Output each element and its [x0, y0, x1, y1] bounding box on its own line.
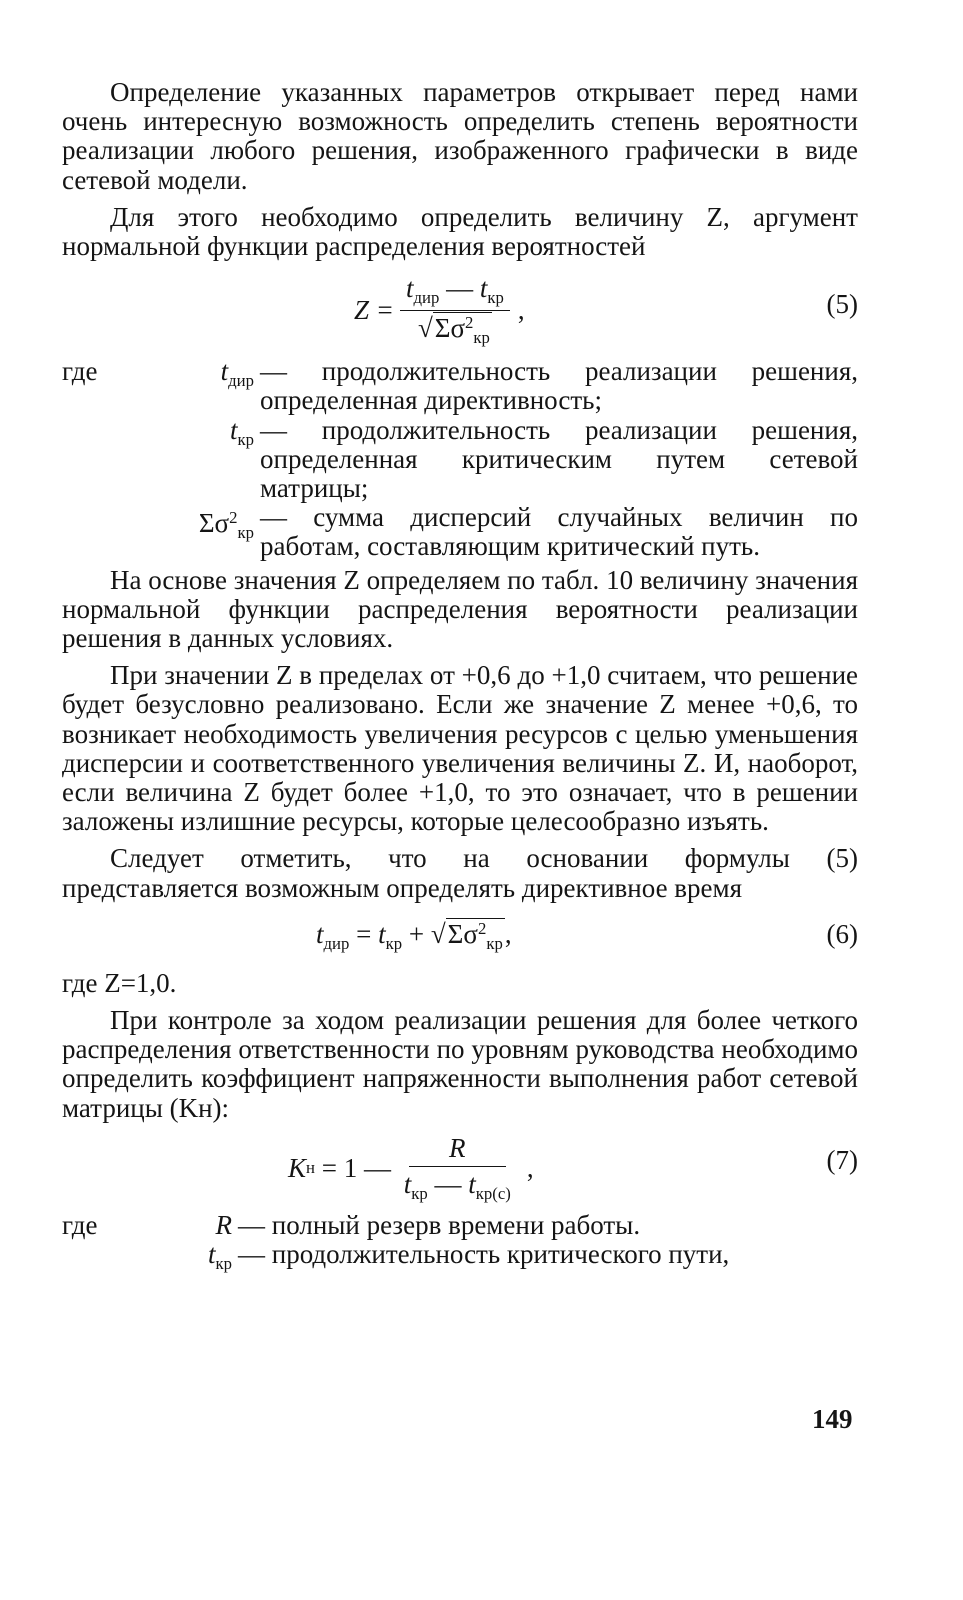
eq7-sub: кр: [411, 1183, 428, 1203]
definition-symbol: $t_{кр}$: [207, 1239, 232, 1273]
eq7-sub: н: [306, 1158, 315, 1178]
eq5-fraction: [400, 273, 510, 348]
eq5-t: t: [479, 273, 488, 304]
eq7-mid: = 1 —: [314, 1152, 398, 1183]
eq5-sub: кр: [473, 328, 490, 348]
eq6-sub: кр: [385, 933, 403, 953]
eq5-sqrt: $√\Sigma\sigma^2_{кр}$: [417, 313, 490, 348]
equation-number: (7): [826, 1144, 858, 1175]
equation-6: [62, 903, 858, 969]
eq5-sup: 2: [465, 313, 474, 333]
eq7-op: —: [427, 1168, 469, 1199]
definition-text: — продолжительность реализации решения, определенная критическим путем сетевой матрицы;: [260, 414, 858, 504]
eq5-lhs: Z =: [354, 295, 394, 326]
definition-row: [62, 1211, 858, 1240]
page-content: [62, 78, 858, 1278]
page-number: 149: [812, 1404, 853, 1434]
eq6-sub: кр: [486, 933, 503, 953]
eq6-comma: ,: [504, 919, 512, 950]
eq7-fraction: [398, 1133, 517, 1204]
definition-symbol: $t_{кр}$: [229, 414, 254, 449]
paragraph: Для этого необходимо определить величину Z, аргумент нормальной функции распределения вероятностей: [62, 201, 858, 262]
eq6-t: t: [316, 919, 324, 950]
paragraph: При значении Z в пределах от +0,6 до +1,0 считаем, что решение будет безусловно реализовано. Если же значение Z менее +0,6, то возникает необходимость увеличения ресурсов с целью уменьшения дисперсии и соответственного увеличения величины Z. И, наоборот, если величина Z будет более +1,0, то это означает, что в решении заложены излишние ресурсы, которые целесообразно изъять.: [62, 660, 858, 837]
eq6-sqrt: $√\Sigma\sigma^2_{кр}$: [430, 918, 503, 953]
definition-text: — сумма дисперсий случайных величин по работам, составляющим критический путь.: [260, 502, 858, 562]
paragraph: На основе значения Z определяем по табл. 10 величину значения нормальной функции распределения вероятности реализации решения в данных условиях.: [62, 564, 858, 654]
definition-row: [62, 503, 858, 561]
eq5-op: —: [439, 273, 480, 304]
eq6-sub: дир: [323, 933, 350, 953]
definition-row: [62, 357, 858, 415]
eq6-plus: +: [402, 919, 431, 950]
eq6-t: t: [378, 919, 386, 950]
equation-number: (5): [826, 289, 858, 320]
definition-row: [62, 416, 858, 504]
definition-symbol: R: [215, 1209, 232, 1240]
equation-number: (6): [826, 918, 858, 949]
definition-symbol: $\Sigma\sigma^2_{кр}$: [198, 508, 254, 543]
eq7-k: K: [288, 1152, 307, 1183]
eq5-sub: дир: [413, 288, 440, 308]
eq6-sup: 2: [477, 918, 487, 938]
eq7-t: t: [403, 1168, 412, 1199]
definition-text: — продолжительность критического пути,: [238, 1239, 730, 1270]
paragraph: Следует отметить, что на основании формулы (5) представляется возможным определять директивное время: [62, 843, 858, 903]
where-label: где: [62, 1209, 98, 1240]
definition-row: [62, 1240, 858, 1278]
eq7-r: R: [449, 1132, 466, 1163]
definition-text: — продолжительность реализации решения, определенная директивность;: [260, 356, 858, 416]
eq7-t: t: [468, 1168, 476, 1199]
paragraph: Определение указанных параметров открывает перед нами очень интересную возможность определить степень вероятности реализации любого решения, изображенного графически в виде сетевой модели.: [62, 77, 858, 195]
eq5-sigma: Σσ: [434, 313, 466, 344]
eq6-equals: =: [349, 919, 379, 950]
eq7-comma: ,: [526, 1152, 534, 1183]
eq7-sub: кр(с): [475, 1183, 511, 1203]
eq5-sub: кр: [487, 288, 504, 308]
paragraph: где Z=1,0.: [62, 967, 177, 998]
eq5-t: t: [406, 273, 414, 304]
definition-text: — полный резерв времени работы.: [238, 1209, 641, 1240]
equation-5: [62, 261, 858, 357]
definition-symbol: $t_{дир}$: [220, 356, 254, 391]
definitions-list: [62, 357, 858, 561]
eq5-comma: ,: [517, 295, 525, 326]
definitions-list: [62, 1211, 858, 1278]
equation-7: [62, 1123, 858, 1211]
where-label: где: [62, 356, 98, 387]
eq6-sigma: Σσ: [447, 919, 478, 950]
paragraph: При контроле за ходом реализации решения для более четкого распределения ответственности по уровням руководства необходимо определить коэффициент напряженности выполнения работ сетевой матрицы (Kн):: [62, 1005, 858, 1123]
